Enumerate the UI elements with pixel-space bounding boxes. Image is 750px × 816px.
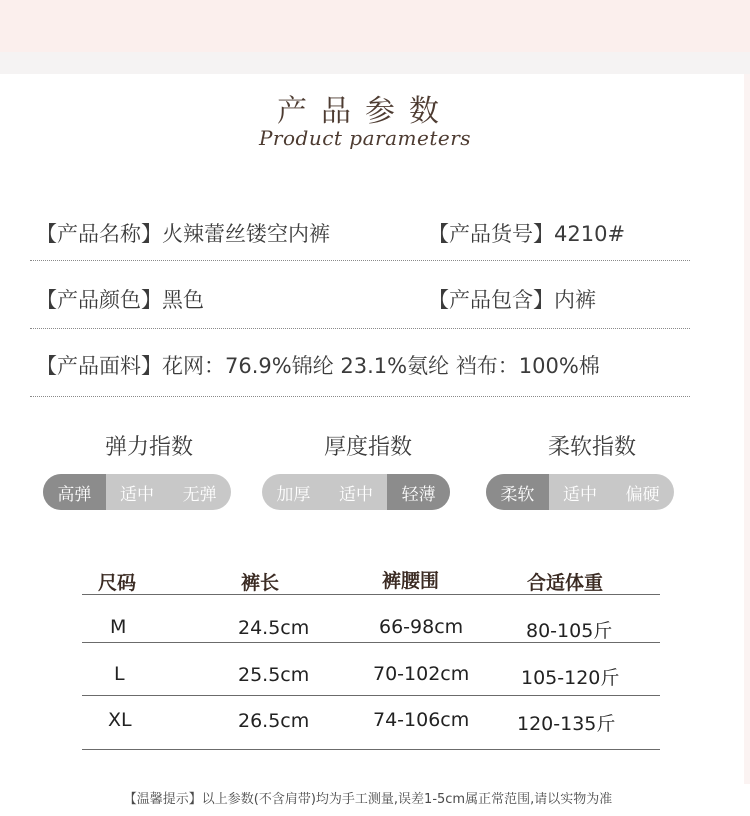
size-table-line — [82, 642, 660, 643]
gap-band — [0, 52, 750, 74]
elasticity-index-pill — [43, 474, 231, 510]
param-row-name — [36, 218, 696, 284]
size-header-length: 裤长 — [241, 572, 280, 594]
right-edge-band — [744, 74, 750, 784]
size-cell: L — [114, 663, 125, 685]
top-decor-band — [0, 0, 750, 52]
section-title-en: Product parameters — [258, 126, 472, 150]
size-header-waist: 裤腰围 — [382, 570, 440, 592]
divider — [30, 328, 690, 329]
size-cell: 24.5cm — [238, 617, 310, 639]
size-cell: 25.5cm — [238, 664, 310, 686]
thickness-option: 加厚 — [276, 484, 311, 505]
param-product-sku: 【产品货号】4210# — [428, 222, 626, 246]
size-cell: 80-105斤 — [526, 620, 613, 642]
softness-index-title: 柔软指数 — [547, 435, 636, 460]
size-cell: XL — [108, 709, 132, 731]
warm-tip: 【温馨提示】以上参数(不含肩带)均为手工测量,误差1-5cm属正常范围,请以实物为准 — [123, 792, 613, 807]
thickness-option: 轻薄 — [387, 474, 450, 510]
size-table-line — [82, 594, 660, 595]
size-cell: M — [110, 616, 127, 638]
section-title-cn: 产品参数 — [277, 94, 453, 129]
size-cell: 105-120斤 — [521, 667, 620, 689]
size-cell: 70-102cm — [373, 663, 470, 685]
size-cell: 120-135斤 — [517, 713, 616, 735]
elasticity-index-title: 弹力指数 — [104, 435, 193, 460]
param-product-includes: 【产品包含】内裤 — [428, 288, 596, 312]
size-cell: 66-98cm — [379, 616, 464, 638]
param-product-color: 【产品颜色】黑色 — [36, 288, 204, 312]
size-table-line — [82, 749, 660, 750]
param-product-name: 【产品名称】火辣蕾丝镂空内裤 — [36, 222, 330, 246]
size-header-weight: 合适体重 — [527, 572, 604, 594]
param-row-color — [36, 284, 696, 350]
size-cell: 74-106cm — [373, 709, 470, 731]
thickness-index-pill — [262, 474, 450, 510]
thickness-option: 适中 — [339, 484, 373, 505]
elasticity-option: 无弹 — [182, 484, 217, 505]
softness-option: 偏硬 — [625, 484, 660, 505]
size-header-size: 尺码 — [98, 572, 137, 594]
elasticity-option: 适中 — [120, 484, 154, 505]
elasticity-option: 高弹 — [43, 474, 106, 510]
param-row-fabric — [36, 350, 696, 416]
softness-index-pill — [486, 474, 674, 510]
thickness-index-title: 厚度指数 — [323, 435, 412, 460]
param-product-fabric: 【产品面料】花网：76.9%锦纶 23.1%氨纶 裆布：100%棉 — [36, 354, 600, 378]
softness-option: 适中 — [563, 484, 597, 505]
size-table-line — [82, 695, 660, 696]
divider — [30, 260, 690, 261]
divider — [30, 396, 690, 397]
softness-option: 柔软 — [486, 474, 549, 510]
size-cell: 26.5cm — [238, 710, 310, 732]
